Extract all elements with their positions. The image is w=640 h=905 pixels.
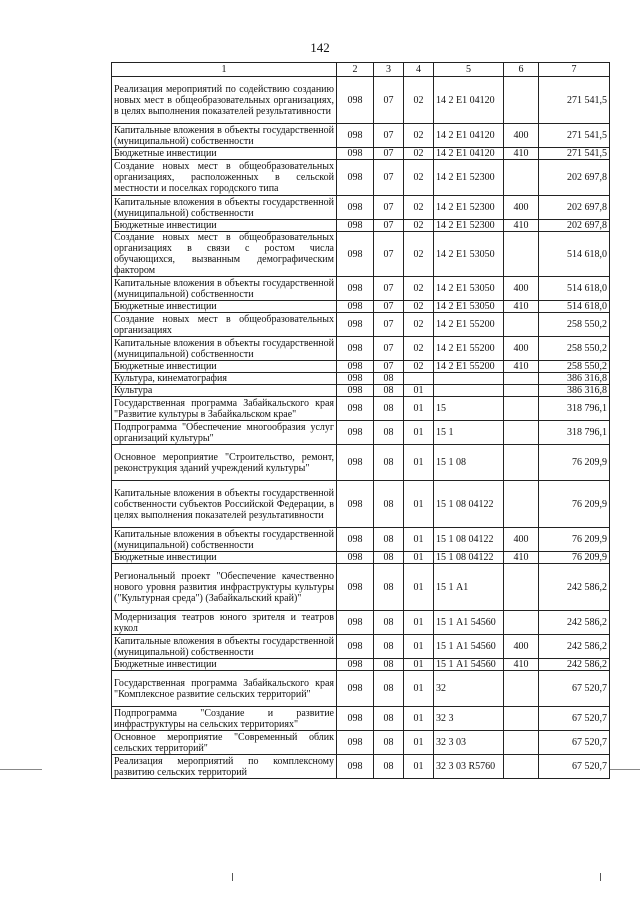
header-col-5: 5 — [434, 63, 504, 77]
cell-target-item: 32 3 03 R5760 — [434, 755, 504, 779]
cell-amount: 271 541,5 — [539, 124, 610, 148]
table-row — [112, 77, 610, 124]
cell-section: 08 — [374, 755, 404, 779]
cell-admin-code: 098 — [337, 421, 374, 445]
cell-section: 07 — [374, 337, 404, 361]
cell-target-item: 14 2 Е1 04120 — [434, 148, 504, 160]
cell-admin-code: 098 — [337, 313, 374, 337]
table-row — [112, 301, 610, 313]
cell-section: 08 — [374, 397, 404, 421]
table-row — [112, 277, 610, 301]
cell-section: 08 — [374, 528, 404, 552]
cell-expense-type: 400 — [504, 635, 539, 659]
cell-admin-code: 098 — [337, 755, 374, 779]
cell-expense-type: 410 — [504, 220, 539, 232]
cell-amount: 318 796,1 — [539, 421, 610, 445]
cell-expense-type — [504, 707, 539, 731]
cell-admin-code: 098 — [337, 552, 374, 564]
cell-admin-code: 098 — [337, 659, 374, 671]
table-row — [112, 564, 610, 611]
cell-expense-type — [504, 385, 539, 397]
cell-name: Подпрограмма "Обеспечение многообразия услуг организаций культуры" — [112, 421, 337, 445]
cell-amount: 242 586,2 — [539, 611, 610, 635]
table-row — [112, 232, 610, 277]
cell-subsection: 02 — [404, 337, 434, 361]
cell-section: 08 — [374, 671, 404, 707]
table-row — [112, 124, 610, 148]
cell-expense-type — [504, 313, 539, 337]
cell-name: Основное мероприятие "Строительство, ремонт, реконструкция зданий учреждений культуры" — [112, 445, 337, 481]
cell-target-item: 14 2 Е1 55200 — [434, 337, 504, 361]
cell-amount: 202 697,8 — [539, 160, 610, 196]
cell-amount: 76 209,9 — [539, 445, 610, 481]
cell-amount: 514 618,0 — [539, 277, 610, 301]
cell-target-item: 14 2 Е1 53050 — [434, 301, 504, 313]
cell-subsection: 01 — [404, 552, 434, 564]
cell-target-item — [434, 373, 504, 385]
cell-target-item: 14 2 Е1 55200 — [434, 313, 504, 337]
cell-section: 07 — [374, 301, 404, 313]
cell-name: Государственная программа Забайкальского края "Комплексное развитие сельских территорий" — [112, 671, 337, 707]
cell-subsection: 01 — [404, 635, 434, 659]
scan-tick-left — [232, 873, 233, 881]
cell-target-item: 15 1 08 — [434, 445, 504, 481]
cell-name: Капитальные вложения в объекты государственной (муниципальной) собственности — [112, 124, 337, 148]
table-row — [112, 313, 610, 337]
cell-amount: 202 697,8 — [539, 220, 610, 232]
cell-name: Капитальные вложения в объекты государственной (муниципальной) собственности — [112, 337, 337, 361]
cell-admin-code: 098 — [337, 373, 374, 385]
cell-subsection: 02 — [404, 313, 434, 337]
cell-section: 08 — [374, 564, 404, 611]
cell-expense-type: 400 — [504, 124, 539, 148]
cell-name: Бюджетные инвестиции — [112, 361, 337, 373]
cell-expense-type: 400 — [504, 528, 539, 552]
cell-admin-code: 098 — [337, 232, 374, 277]
cell-amount: 76 209,9 — [539, 528, 610, 552]
cell-amount: 242 586,2 — [539, 659, 610, 671]
header-row — [112, 63, 610, 77]
table-row — [112, 635, 610, 659]
cell-subsection: 01 — [404, 671, 434, 707]
budget-table — [111, 62, 610, 779]
cell-admin-code: 098 — [337, 611, 374, 635]
cell-expense-type — [504, 397, 539, 421]
cell-subsection: 01 — [404, 445, 434, 481]
cell-admin-code: 098 — [337, 160, 374, 196]
cell-target-item — [434, 385, 504, 397]
cell-subsection — [404, 373, 434, 385]
cell-name: Модернизация театров юного зрителя и театров кукол — [112, 611, 337, 635]
cell-section: 08 — [374, 707, 404, 731]
cell-target-item: 14 2 Е1 04120 — [434, 77, 504, 124]
cell-section: 08 — [374, 552, 404, 564]
table-row — [112, 445, 610, 481]
cell-admin-code: 098 — [337, 337, 374, 361]
cell-section: 08 — [374, 659, 404, 671]
cell-amount: 514 618,0 — [539, 232, 610, 277]
table-row — [112, 671, 610, 707]
cell-section: 07 — [374, 148, 404, 160]
cell-subsection: 02 — [404, 160, 434, 196]
cell-section: 07 — [374, 196, 404, 220]
cell-target-item: 32 — [434, 671, 504, 707]
cell-section: 07 — [374, 124, 404, 148]
cell-name: Капитальные вложения в объекты государственной (муниципальной) собственности — [112, 196, 337, 220]
cell-subsection: 02 — [404, 232, 434, 277]
cell-amount: 514 618,0 — [539, 301, 610, 313]
cell-subsection: 02 — [404, 196, 434, 220]
cell-section: 08 — [374, 481, 404, 528]
cell-name: Реализация мероприятий по комплексному развитию сельских территорий — [112, 755, 337, 779]
cell-section: 07 — [374, 232, 404, 277]
cell-target-item: 14 2 Е1 53050 — [434, 277, 504, 301]
cell-name: Капитальные вложения в объекты государственной собственности субъектов Российской Федерации, в целях выполнения показателей результативности — [112, 481, 337, 528]
cell-section: 08 — [374, 445, 404, 481]
cell-section: 08 — [374, 611, 404, 635]
cell-name: Бюджетные инвестиции — [112, 220, 337, 232]
header-col-3: 3 — [374, 63, 404, 77]
table-row — [112, 755, 610, 779]
cell-expense-type: 410 — [504, 301, 539, 313]
cell-admin-code: 098 — [337, 220, 374, 232]
cell-admin-code: 098 — [337, 635, 374, 659]
cell-target-item: 15 1 А1 — [434, 564, 504, 611]
cell-admin-code: 098 — [337, 671, 374, 707]
table-row — [112, 160, 610, 196]
cell-section: 07 — [374, 77, 404, 124]
cell-name: Капитальные вложения в объекты государственной (муниципальной) собственности — [112, 635, 337, 659]
cell-expense-type — [504, 160, 539, 196]
cell-target-item: 14 2 Е1 52300 — [434, 220, 504, 232]
cell-amount: 271 541,5 — [539, 77, 610, 124]
cell-section: 07 — [374, 277, 404, 301]
cell-amount: 318 796,1 — [539, 397, 610, 421]
cell-subsection: 02 — [404, 148, 434, 160]
cell-name: Создание новых мест в общеобразовательных организациях, расположенных в сельской местности и поселках городского типа — [112, 160, 337, 196]
cell-target-item: 14 2 Е1 52300 — [434, 196, 504, 220]
cell-expense-type — [504, 77, 539, 124]
table-row — [112, 481, 610, 528]
header-col-1: 1 — [112, 63, 337, 77]
cell-target-item: 32 3 03 — [434, 731, 504, 755]
scan-tick-right — [600, 873, 601, 881]
cell-section: 08 — [374, 385, 404, 397]
cell-section: 08 — [374, 635, 404, 659]
cell-subsection: 01 — [404, 755, 434, 779]
cell-name: Создание новых мест в общеобразовательных организациях — [112, 313, 337, 337]
cell-name: Реализация мероприятий по содействию созданию новых мест в общеобразовательных организациях, в целях выполнения показателей результативности — [112, 77, 337, 124]
cell-name: Подпрограмма "Создание и развитие инфраструктуры на сельских территориях" — [112, 707, 337, 731]
cell-expense-type — [504, 671, 539, 707]
cell-expense-type: 410 — [504, 361, 539, 373]
cell-expense-type — [504, 611, 539, 635]
table-row — [112, 337, 610, 361]
cell-admin-code: 098 — [337, 731, 374, 755]
scan-mark-left — [0, 769, 42, 770]
cell-target-item: 15 1 08 04122 — [434, 481, 504, 528]
table-row — [112, 148, 610, 160]
cell-target-item: 15 1 А1 54560 — [434, 635, 504, 659]
cell-subsection: 01 — [404, 611, 434, 635]
cell-expense-type — [504, 481, 539, 528]
cell-subsection: 01 — [404, 421, 434, 445]
cell-name: Капитальные вложения в объекты государственной (муниципальной) собственности — [112, 528, 337, 552]
cell-name: Основное мероприятие "Современный облик сельских территорий" — [112, 731, 337, 755]
cell-expense-type — [504, 564, 539, 611]
cell-expense-type: 410 — [504, 552, 539, 564]
table-row — [112, 659, 610, 671]
cell-amount: 67 520,7 — [539, 755, 610, 779]
cell-subsection: 01 — [404, 397, 434, 421]
cell-amount: 271 541,5 — [539, 148, 610, 160]
cell-subsection: 01 — [404, 385, 434, 397]
cell-target-item: 14 2 Е1 52300 — [434, 160, 504, 196]
cell-expense-type: 400 — [504, 196, 539, 220]
cell-amount: 242 586,2 — [539, 564, 610, 611]
cell-expense-type: 410 — [504, 659, 539, 671]
cell-admin-code: 098 — [337, 361, 374, 373]
cell-subsection: 01 — [404, 707, 434, 731]
cell-expense-type — [504, 373, 539, 385]
cell-admin-code: 098 — [337, 385, 374, 397]
cell-name: Бюджетные инвестиции — [112, 301, 337, 313]
cell-amount: 67 520,7 — [539, 671, 610, 707]
cell-name: Бюджетные инвестиции — [112, 659, 337, 671]
cell-admin-code: 098 — [337, 481, 374, 528]
cell-target-item: 15 1 08 04122 — [434, 528, 504, 552]
cell-amount: 202 697,8 — [539, 196, 610, 220]
cell-name: Региональный проект "Обеспечение качественно нового уровня развития инфраструктуры культуры ("Культурная среда") (Забайкальский край)" — [112, 564, 337, 611]
header-col-2: 2 — [337, 63, 374, 77]
table-row — [112, 196, 610, 220]
table-row — [112, 373, 610, 385]
cell-admin-code: 098 — [337, 528, 374, 552]
cell-amount: 242 586,2 — [539, 635, 610, 659]
cell-target-item: 15 1 — [434, 421, 504, 445]
cell-expense-type: 410 — [504, 148, 539, 160]
cell-target-item: 15 1 А1 54560 — [434, 659, 504, 671]
table-row — [112, 611, 610, 635]
cell-amount: 258 550,2 — [539, 313, 610, 337]
cell-subsection: 02 — [404, 124, 434, 148]
cell-admin-code: 098 — [337, 445, 374, 481]
table-row — [112, 220, 610, 232]
cell-section: 08 — [374, 421, 404, 445]
cell-subsection: 01 — [404, 564, 434, 611]
scan-mark-right — [610, 769, 640, 770]
table-row — [112, 397, 610, 421]
cell-subsection: 01 — [404, 481, 434, 528]
cell-section: 08 — [374, 373, 404, 385]
cell-amount: 258 550,2 — [539, 361, 610, 373]
cell-target-item: 14 2 Е1 53050 — [434, 232, 504, 277]
cell-amount: 76 209,9 — [539, 481, 610, 528]
cell-amount: 76 209,9 — [539, 552, 610, 564]
cell-section: 07 — [374, 313, 404, 337]
cell-target-item: 15 — [434, 397, 504, 421]
table-body — [112, 77, 610, 779]
cell-section: 07 — [374, 220, 404, 232]
table-row — [112, 361, 610, 373]
cell-name: Бюджетные инвестиции — [112, 552, 337, 564]
cell-amount: 386 316,8 — [539, 385, 610, 397]
table-row — [112, 528, 610, 552]
cell-section: 08 — [374, 731, 404, 755]
cell-admin-code: 098 — [337, 124, 374, 148]
cell-expense-type — [504, 731, 539, 755]
cell-admin-code: 098 — [337, 301, 374, 313]
cell-name: Создание новых мест в общеобразовательных организациях в связи с ростом числа обучающихся, вызванным демографическим фактором — [112, 232, 337, 277]
cell-expense-type — [504, 421, 539, 445]
cell-amount: 258 550,2 — [539, 337, 610, 361]
cell-target-item: 15 1 08 04122 — [434, 552, 504, 564]
cell-name: Культура — [112, 385, 337, 397]
table-row — [112, 731, 610, 755]
cell-admin-code: 098 — [337, 564, 374, 611]
table-header — [112, 63, 610, 77]
cell-amount: 67 520,7 — [539, 731, 610, 755]
cell-target-item: 14 2 Е1 04120 — [434, 124, 504, 148]
cell-section: 07 — [374, 160, 404, 196]
cell-subsection: 01 — [404, 528, 434, 552]
cell-target-item: 14 2 Е1 55200 — [434, 361, 504, 373]
cell-admin-code: 098 — [337, 77, 374, 124]
cell-admin-code: 098 — [337, 196, 374, 220]
cell-name: Культура, кинематография — [112, 373, 337, 385]
cell-name: Капитальные вложения в объекты государственной (муниципальной) собственности — [112, 277, 337, 301]
table-row — [112, 385, 610, 397]
header-col-4: 4 — [404, 63, 434, 77]
cell-expense-type — [504, 445, 539, 481]
header-col-7: 7 — [539, 63, 610, 77]
cell-subsection: 02 — [404, 277, 434, 301]
cell-expense-type: 400 — [504, 337, 539, 361]
table-row — [112, 707, 610, 731]
table-row — [112, 421, 610, 445]
cell-admin-code: 098 — [337, 707, 374, 731]
table-row — [112, 552, 610, 564]
cell-subsection: 02 — [404, 220, 434, 232]
cell-admin-code: 098 — [337, 397, 374, 421]
cell-name: Государственная программа Забайкальского края "Развитие культуры в Забайкальском крае" — [112, 397, 337, 421]
cell-admin-code: 098 — [337, 148, 374, 160]
page-number: 142 — [310, 40, 330, 55]
cell-target-item: 15 1 А1 54560 — [434, 611, 504, 635]
cell-subsection: 02 — [404, 361, 434, 373]
cell-expense-type — [504, 232, 539, 277]
cell-target-item: 32 3 — [434, 707, 504, 731]
cell-section: 07 — [374, 361, 404, 373]
cell-amount: 67 520,7 — [539, 707, 610, 731]
cell-subsection: 02 — [404, 301, 434, 313]
cell-name: Бюджетные инвестиции — [112, 148, 337, 160]
cell-subsection: 01 — [404, 731, 434, 755]
cell-admin-code: 098 — [337, 277, 374, 301]
cell-subsection: 02 — [404, 77, 434, 124]
cell-expense-type — [504, 755, 539, 779]
header-col-6: 6 — [504, 63, 539, 77]
cell-subsection: 01 — [404, 659, 434, 671]
cell-amount: 386 316,8 — [539, 373, 610, 385]
cell-expense-type: 400 — [504, 277, 539, 301]
